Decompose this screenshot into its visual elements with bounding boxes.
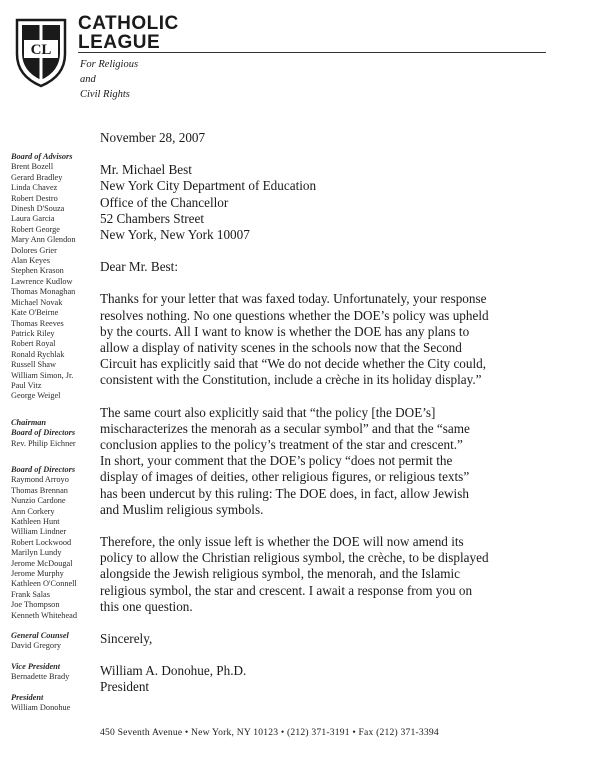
paragraph-line: Therefore, the only issue left is whether the DOE will now amend its: [100, 534, 464, 550]
paragraph-line: display of images of deities, other religious figures, or religious texts”: [100, 469, 470, 485]
general-counsel-section: [11, 631, 97, 652]
advisor-name: Robert George: [11, 224, 60, 234]
address-line: Mr. Michael Best: [100, 162, 192, 178]
organization-name: [78, 14, 179, 52]
director-name: Joe Thompson: [11, 600, 60, 610]
footer-address: 450 Seventh Avenue • New York, NY 10123 • (212) 371-3191 • Fax (212) 371-3394: [100, 727, 439, 738]
org-name-line1: CATHOLIC: [78, 13, 179, 34]
director-name: Jerome McDougal: [11, 558, 73, 568]
advisor-name: Robert Royal: [11, 339, 56, 349]
advisor-name: Thomas Monaghan: [11, 287, 76, 297]
director-name: Nunzio Cardone: [11, 496, 66, 506]
advisor-name: Robert Destro: [11, 193, 58, 203]
tagline: [80, 57, 138, 102]
advisor-name: Linda Chavez: [11, 183, 58, 193]
paragraph-line: has been undercut by this ruling: The DOE does, in fact, allow Jewish: [100, 485, 469, 501]
paragraph-line: allow a display of nativity scenes in the schools now that the Second: [100, 340, 462, 356]
address-line: 52 Chambers Street: [100, 210, 205, 226]
letter-paragraph: [100, 534, 570, 615]
catholic-league-shield-logo: [14, 16, 68, 88]
advisor-name: Russell Shaw: [11, 360, 56, 370]
chairman-section: [11, 418, 97, 449]
president-heading: President: [11, 692, 44, 702]
director-name: Kathleen O'Connell: [11, 579, 77, 589]
advisor-name: Laura Garcia: [11, 214, 55, 224]
paragraph-line: by the courts. All I want to know is whether the DOE has any plans to: [100, 323, 470, 339]
advisor-name: Lawrence Kudlow: [11, 276, 73, 286]
paragraph-line: this one question.: [100, 598, 193, 614]
signature-title: President: [100, 679, 150, 695]
paragraph-line: conclusion applies to the policy’s treatment of the star and crescent.”: [100, 437, 463, 453]
advisor-name: Kate O'Beirne: [11, 308, 59, 318]
advisor-name: Paul Vitz: [11, 380, 42, 390]
director-name: Jerome Murphy: [11, 569, 64, 579]
signature-name: William A. Donohue, Ph.D.: [100, 663, 247, 679]
address-line: New York, New York 10007: [100, 227, 250, 243]
board-of-advisors: [11, 152, 97, 402]
closing: Sincerely,: [100, 631, 153, 647]
board-of-directors: [11, 465, 97, 621]
advisor-name: Gerard Bradley: [11, 172, 63, 182]
board-of-advisors-heading: Board of Advisors: [11, 152, 73, 161]
director-name: William Lindner: [11, 527, 67, 537]
paragraph-line: policy to allow the Christian religious symbol, the crèche, to be displayed: [100, 550, 489, 566]
logo-letters: CL: [30, 42, 52, 58]
tagline-line2: and: [80, 74, 96, 85]
advisor-name: Dolores Grier: [11, 245, 57, 255]
board-of-directors-heading: Board of Directors: [11, 464, 76, 474]
recipient-address: [100, 162, 570, 243]
director-name: Marilyn Lundy: [11, 548, 62, 558]
vice-president-section: [11, 662, 97, 683]
directors-list: [11, 475, 97, 621]
director-name: Kenneth Whitehead: [11, 610, 77, 620]
chairman-heading: Chairman: [11, 417, 47, 427]
paragraph-line: alongside the Jewish religious symbol, the menorah, and the Islamic: [100, 566, 461, 582]
letter-body: [100, 130, 570, 696]
paragraph-line: In short, your comment that the DOE’s policy “does not permit the: [100, 453, 453, 469]
advisor-name: George Weigel: [11, 391, 61, 401]
advisor-name: Ronald Rychlak: [11, 349, 65, 359]
letter-paragraph: [100, 291, 570, 388]
paragraph-line: consistent with the Constitution, include a crèche in its holiday display.”: [100, 372, 482, 388]
paragraph-line: religious symbol, the star and crescent. I await a response from you on: [100, 582, 473, 598]
advisor-name: Patrick Riley: [11, 328, 55, 338]
address-line: New York City Department of Education: [100, 178, 317, 194]
director-name: Kathleen Hunt: [11, 517, 60, 526]
advisor-name: Alan Keyes: [11, 256, 50, 266]
director-name: Raymond Arroyo: [11, 475, 69, 485]
vice-president-heading: Vice President: [11, 661, 61, 671]
salutation: Dear Mr. Best:: [100, 259, 179, 275]
tagline-line1: For Religious: [80, 59, 139, 70]
address-line: Office of the Chancellor: [100, 194, 229, 210]
paragraph-line: Thanks for your letter that was faxed today. Unfortunately, your response: [100, 291, 487, 307]
sidebar-roster: [11, 152, 97, 724]
advisor-name: Stephen Krason: [11, 266, 64, 276]
org-name-line2: LEAGUE: [78, 32, 161, 53]
letter-paragraph: [100, 405, 570, 518]
paragraph-line: The same court also explicitly said that “the policy [the DOE’s]: [100, 404, 436, 420]
advisor-name: Thomas Reeves: [11, 318, 64, 328]
paragraph-line: resolves nothing. No one questions whether the DOE’s policy was upheld: [100, 307, 489, 323]
letter-date: November 28, 2007: [100, 130, 206, 145]
advisors-list: [11, 162, 97, 401]
letter-paragraphs: [100, 291, 570, 615]
advisor-name: Brent Bozell: [11, 162, 54, 172]
chairman-heading-sub: Board of Directors: [11, 428, 76, 438]
vice-president-name: Bernadette Brady: [11, 672, 70, 682]
advisor-name: Mary Ann Glendon: [11, 235, 76, 245]
paragraph-line: Circuit has explicitly said that “We do not decide whether the City could,: [100, 356, 487, 372]
paragraph-line: mischaracterizes the menorah as a secular symbol” and that the “same: [100, 420, 470, 436]
header-divider: [78, 52, 546, 53]
president-name: William Donohue: [11, 703, 71, 713]
paragraph-line: and Muslim religious symbols.: [100, 501, 264, 517]
president-section: [11, 693, 97, 714]
chairman-name: Rev. Philip Eichner: [11, 438, 76, 448]
tagline-line3: Civil Rights: [80, 89, 130, 100]
director-name: Frank Salas: [11, 589, 50, 599]
director-name: Thomas Brennan: [11, 485, 68, 495]
director-name: Ann Corkery: [11, 506, 55, 516]
general-counsel-heading: General Counsel: [11, 631, 69, 641]
advisor-name: Dinesh D'Souza: [11, 204, 65, 214]
director-name: Robert Lockwood: [11, 537, 72, 547]
advisor-name: William Simon, Jr.: [11, 370, 74, 380]
general-counsel-name: David Gregory: [11, 641, 61, 651]
advisor-name: Michael Novak: [11, 297, 63, 307]
